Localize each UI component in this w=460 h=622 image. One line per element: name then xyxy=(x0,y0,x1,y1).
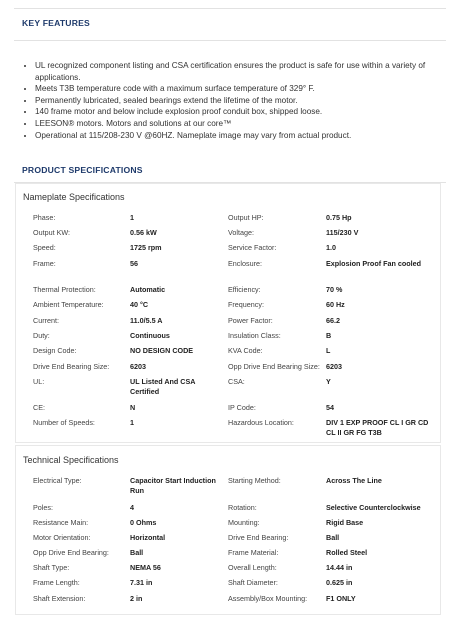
spec-label: Speed: xyxy=(33,243,56,252)
spec-label: Thermal Protection: xyxy=(33,285,96,294)
spec-label: Duty: xyxy=(33,331,50,340)
spec-value: Ball xyxy=(130,548,144,557)
spec-label: Frame Material: xyxy=(228,548,279,557)
spec-label: Assembly/Box Mounting: xyxy=(228,594,308,603)
spec-value: B xyxy=(326,331,332,340)
key-features-list xyxy=(22,60,455,141)
spec-value: 0 Ohms xyxy=(130,518,157,527)
spec-label: Output KW: xyxy=(33,228,71,237)
nameplate-specifications-heading: Nameplate Specifications xyxy=(23,192,125,202)
spec-label: Hazardous Location: xyxy=(228,418,294,427)
spec-value: Automatic xyxy=(130,285,166,294)
feature-item: • Operational at 115/208-230 V @60HZ. Nameplate image may vary from actual product. xyxy=(35,130,455,142)
spec-label: Resistance Main: xyxy=(33,518,89,527)
spec-label: Design Code: xyxy=(33,346,77,355)
spec-label: Starting Method: xyxy=(228,476,281,485)
spec-value: 54 xyxy=(326,403,334,412)
spec-value: F1 ONLY xyxy=(326,594,356,603)
spec-label: Output HP: xyxy=(228,213,264,222)
feature-item: • UL recognized component listing and CSA certification ensures the product is safe for use within a variety of applications. xyxy=(35,60,455,83)
spec-value: 0.56 kW xyxy=(130,228,157,237)
feature-item: • LEESON® motors. Motors and solutions at our core™ xyxy=(35,118,455,130)
technical-specifications-panel xyxy=(15,445,441,615)
spec-value: 0.625 in xyxy=(326,578,353,587)
feature-item: • Meets T3B temperature code with a maximum surface temperature of 329° F. xyxy=(35,83,455,95)
spec-value: N xyxy=(130,403,136,412)
spec-value: Rigid Base xyxy=(326,518,364,527)
feature-item: • 140 frame motor and below include explosion proof conduit box, shipped loose. xyxy=(35,106,455,118)
spec-label: Poles: xyxy=(33,503,53,512)
spec-value: Ball xyxy=(326,533,340,542)
spec-label: CSA: xyxy=(228,377,245,386)
spec-label: Ambient Temperature: xyxy=(33,300,104,309)
spec-label: KVA Code: xyxy=(228,346,263,355)
spec-label: Opp Drive End Bearing Size: xyxy=(228,362,320,371)
spec-value: Explosion Proof Fan cooled xyxy=(326,259,422,268)
spec-value: 1725 rpm xyxy=(130,243,162,252)
spec-value: 4 xyxy=(130,503,134,512)
spec-value: 0.75 Hp xyxy=(326,213,352,222)
spec-value: 2 in xyxy=(130,594,143,603)
spec-value: 40 °C xyxy=(130,300,149,309)
spec-label: Number of Speeds: xyxy=(33,418,95,427)
spec-value: 7.31 in xyxy=(130,578,153,587)
spec-label: Overall Length: xyxy=(228,563,277,572)
spec-value: Across The Line xyxy=(326,476,382,485)
top-divider xyxy=(14,8,446,9)
spec-value: 14.44 in xyxy=(326,563,353,572)
spec-label: Rotation: xyxy=(228,503,257,512)
spec-label: Mounting: xyxy=(228,518,260,527)
spec-label: IP Code: xyxy=(228,403,256,412)
spec-label: Efficiency: xyxy=(228,285,261,294)
spec-label: Electrical Type: xyxy=(33,476,82,485)
spec-value: 1 xyxy=(130,418,134,427)
spec-value: 70 % xyxy=(326,285,343,294)
spec-label: Drive End Bearing Size: xyxy=(33,362,110,371)
spec-label: Frame Length: xyxy=(33,578,80,587)
spec-value: 66.2 xyxy=(326,316,340,325)
spec-value: L xyxy=(326,346,331,355)
product-specifications-title: PRODUCT SPECIFICATIONS xyxy=(22,165,143,175)
spec-label: Current: xyxy=(33,316,59,325)
spec-value: 1 xyxy=(130,213,134,222)
technical-specifications-heading: Technical Specifications xyxy=(23,455,119,465)
spec-value: 6203 xyxy=(326,362,342,371)
spec-value: NEMA 56 xyxy=(130,563,161,572)
spec-value: Selective Counterclockwise xyxy=(326,503,421,512)
spec-value: 1.0 xyxy=(326,243,336,252)
key-features-title: KEY FEATURES xyxy=(22,18,90,28)
spec-label: Voltage: xyxy=(228,228,254,237)
spec-value: Y xyxy=(326,377,331,386)
spec-value: 60 Hz xyxy=(326,300,345,309)
spec-value: UL Listed And CSA Certified xyxy=(130,377,196,397)
spec-label: UL: xyxy=(33,377,45,386)
spec-label: Frame: xyxy=(33,259,56,268)
spec-label: Frequency: xyxy=(228,300,264,309)
spec-value: DIV 1 EXP PROOF CL I GR CD CL II GR FG T3B xyxy=(326,418,429,438)
spec-value: Horizontal xyxy=(130,533,166,542)
spec-label: Enclosure: xyxy=(228,259,262,268)
spec-label: Shaft Type: xyxy=(33,563,70,572)
spec-label: Power Factor: xyxy=(228,316,273,325)
spec-label: Service Factor: xyxy=(228,243,277,252)
spec-value: 11.0/5.5 A xyxy=(130,316,163,325)
spec-label: CE: xyxy=(33,403,45,412)
spec-label: Opp Drive End Bearing: xyxy=(33,548,109,557)
spec-value: 56 xyxy=(130,259,138,268)
spec-label: Motor Orientation: xyxy=(33,533,91,542)
spec-label: Phase: xyxy=(33,213,56,222)
spec-value: 6203 xyxy=(130,362,146,371)
spec-value: Continuous xyxy=(130,331,170,340)
key-features-divider xyxy=(14,40,446,41)
spec-value: Rolled Steel xyxy=(326,548,368,557)
feature-item: • Permanently lubricated, sealed bearings extend the lifetime of the motor. xyxy=(35,95,455,107)
spec-label: Shaft Extension: xyxy=(33,594,86,603)
spec-value: 115/230 V xyxy=(326,228,359,237)
spec-label: Drive End Bearing: xyxy=(228,533,289,542)
spec-value: Capacitor Start Induction Run xyxy=(130,476,216,496)
spec-label: Shaft Diameter: xyxy=(228,578,278,587)
spec-label: Insulation Class: xyxy=(228,331,281,340)
spec-value: NO DESIGN CODE xyxy=(130,346,194,355)
